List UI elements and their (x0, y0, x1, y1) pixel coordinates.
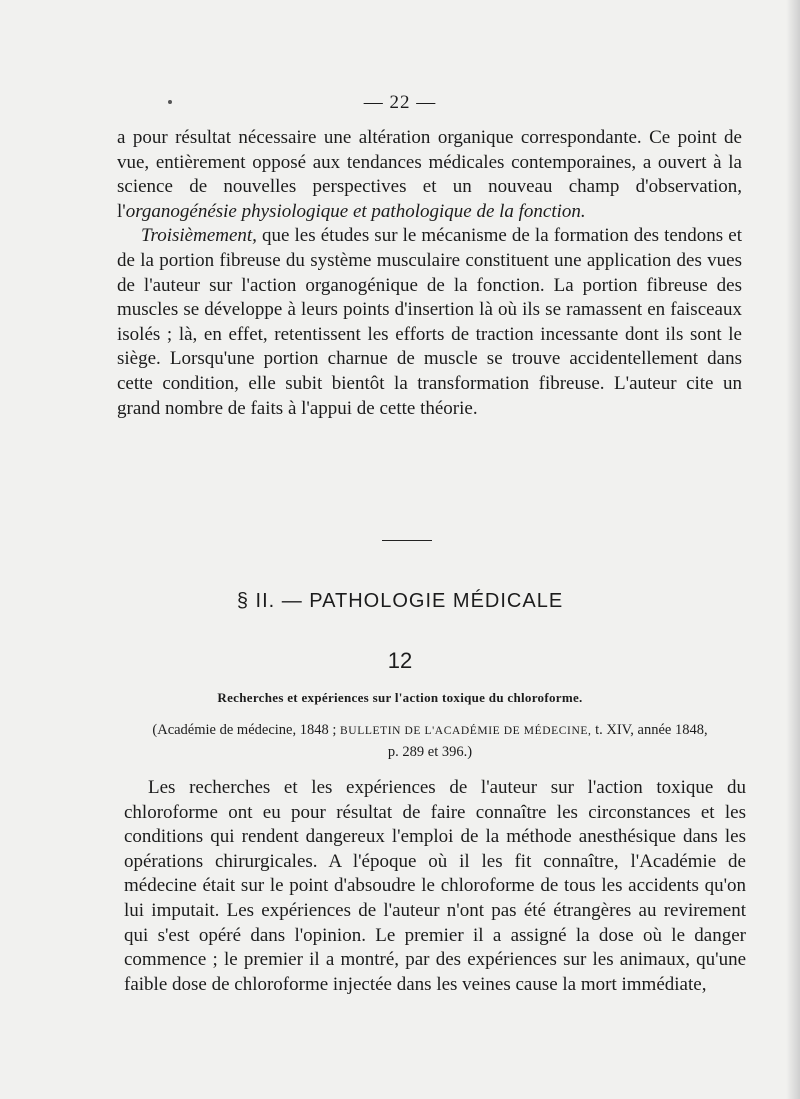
bullet-mark (168, 100, 172, 104)
section-heading: § II. — PATHOLOGIE MÉDICALE (236, 590, 564, 612)
reference-journal: BULLETIN DE L'ACADÉMIE DE MÉDECINE, (340, 725, 592, 737)
page-number: — 22 — (363, 92, 437, 113)
paragraph (124, 776, 746, 997)
page-header (0, 92, 800, 114)
section-divider (382, 540, 432, 541)
page-edge-shadow (786, 0, 800, 1099)
reference-text: t. XIV, année 1848, p. 289 et 396.) (387, 722, 708, 760)
paragraph-text: que les études sur le mécanisme de la formation des tendons et de la portion fibreuse du système musculaire constituent une application des vues de l'auteur sur l'action organogénique de la fonction. La portion fibreuse des muscles se développe à leurs points d'insertion là où ils se ramassent en faisceaux isolés ; là, en effet, retentissent les efforts de traction incessante dont ils sont le siège. Lorsqu'une portion charnue de muscle se trouve accidentellement dans cette condition, elle subit bientôt la transformation fibreuse. L'auteur cite un grand nombre de faits à l'appui de cette théorie. (117, 225, 742, 419)
item-number: 12 (387, 648, 413, 673)
italic-term: organogénésie physiologique et pathologique de la fonction. (125, 200, 586, 222)
paragraph-lead: Troisièmement, (141, 225, 257, 247)
bibliographic-reference (150, 720, 710, 763)
paragraph-text: a pour résultat nécessaire une altération organique correspondante. Ce point de vue, entièrement opposé aux tendances médicales contemporaines, a ouvert à la science de nouvelles perspectives et un nouveau champ d'observation, l' (117, 127, 742, 222)
paragraph-text: Les recherches et les expériences de l'auteur sur l'action toxique du chloroforme ont eu pour résultat de faire connaître les circonstances et les conditions qui rendent dangereux l'emploi de la méthode anesthésique dans les opérations chirurgicales. A l'époque où il les fit connaître, l'Académie de médecine était sur le point d'absoudre le chloroforme de tous les accidents qu'on lui imputait. Les expériences de l'auteur n'ont pas été étrangères au revirement qui s'est opéré dans l'opinion. Le premier il a assigné la dose où le danger commence ; le premier il a montré, par des expériences sur les animaux, qu'une faible dose de chloroforme injectée dans les veines cause la mort immédiate, (124, 777, 746, 995)
reference-text: (Académie de médecine, 1848 ; (152, 722, 341, 738)
paragraph-continuation (117, 126, 742, 421)
item-title: Recherches et expériences sur l'action toxique du chloroforme. (217, 690, 583, 705)
